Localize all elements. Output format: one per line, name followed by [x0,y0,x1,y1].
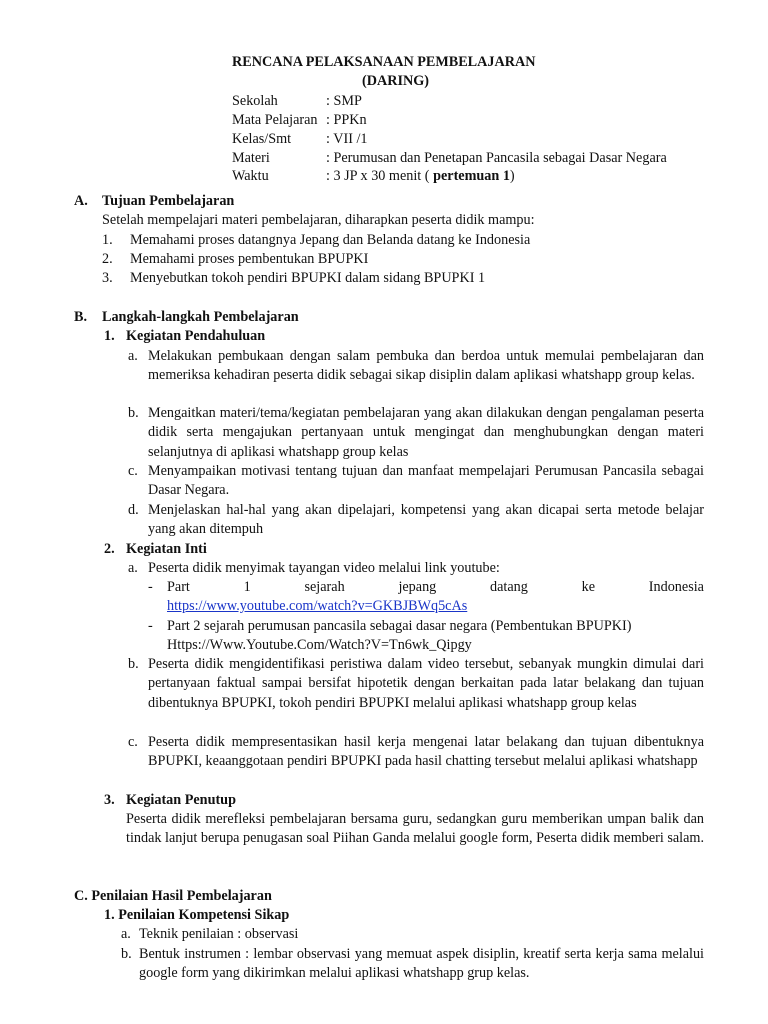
list-letter: d. [128,502,139,518]
list-letter: c. [128,463,138,479]
list-number: 2. [102,251,113,267]
list-letter: a. [121,926,131,942]
header-row-materi [232,149,667,168]
document-title: RENCANA PELAKSANAAN PEMBELAJARAN [232,54,536,70]
header-value: : Perumusan dan Penetapan Pancasila sebagai Dasar Negara [326,150,667,166]
header-value: : VII /1 [326,131,368,147]
list-item: Melakukan pembukaan dengan salam pembuka dan berdoa untuk memulai pembelajaran dan memeriksa kehadiran peserta didik sebagai sikap disiplin dalam aplikasi whatshapp group kelas. [148,348,704,384]
header-label: Kelas/Smt [232,131,292,147]
list-letter: b. [128,656,139,672]
list-item: Peserta didik mengidentifikasi peristiwa dalam video tersebut, sebanyak mungkin dimulai dari pertanyaan faktual sampai bersifat hipotetik dengan berkaitan pada latar belakang dan tujuan dibentuknya BPUPKI, tokoh pendiri BPUPKI melalui aplikasi whatshapp group kelas [148,656,704,711]
header-row-mata-pelajaran [232,111,367,130]
list-letter: a. [128,348,138,364]
list-letter: a. [128,560,138,576]
header-value: ) [509,168,515,184]
header-row-kelas [232,130,368,149]
section-c-heading: C. Penilaian Hasil Pembelajaran [74,888,272,904]
section-a-marker: A. [74,193,88,209]
list-letter: b. [128,405,139,421]
subsection-number: 1. [104,328,115,344]
section-b-heading: Langkah-langkah Pembelajaran [102,309,299,325]
document-subtitle: (DARING) [362,73,429,89]
header-label: Materi [232,150,270,166]
subsection-heading: Kegiatan Inti [126,541,207,557]
word: ke [581,579,596,595]
list-number: 1. [102,232,113,248]
section-a-heading: Tujuan Pembelajaran [102,193,235,209]
header-label: Waktu [232,168,269,184]
spread-line [167,578,704,597]
header-label: Mata Pelajaran [232,112,318,128]
list-item: Menjelaskan hal-hal yang akan dipelajari, kompetensi yang akan dicapai serta metode belajar yang akan ditempuh [148,502,704,538]
list-letter: c. [128,734,138,750]
subsection-heading: Kegiatan Pendahuluan [126,328,266,344]
list-item: Menyampaikan motivasi tentang tujuan dan manfaat mempelajari Perumusan Pancasila sebagai Dasar Negara. [148,463,704,499]
subsection-number: 2. [104,541,115,557]
list-item: Peserta didik mempresentasikan hasil kerja mengenai latar belakang dan tujuan dibentuknya BPUPKI, keaanggotaan pendiri BPUPKI pada hasil chatting tersebut melalui aplikasi whatshapp [148,734,704,770]
word: Indonesia [648,579,704,595]
word: sejarah [304,579,345,595]
word: Part [167,579,190,595]
header-value: : PPKn [326,112,367,128]
list-item: Memahami proses datangnya Jepang dan Belanda datang ke Indonesia [130,232,531,248]
section-a-intro: Setelah mempelajari materi pembelajaran, diharapkan peserta didik mampu: [102,212,535,228]
list-item: Part 2 sejarah perumusan pancasila sebagai dasar negara (Pembentukan BPUPKI) [167,618,632,634]
word: datang [490,579,528,595]
list-item: Memahami proses pembentukan BPUPKI [130,251,369,267]
list-letter: b. [121,946,132,962]
dash-bullet: - [148,618,153,634]
list-item: Bentuk instrumen : lembar observasi yang memuat aspek disiplin, kreatif serta kerja sama melalui google form yang dikirimkan melalui aplikasi whatshapp grup kelas. [139,946,704,982]
youtube-link-2[interactable]: Https://Www.Youtube.Com/Watch?V=Tn6wk_Qipgy [167,637,472,653]
header-row-waktu [232,167,515,186]
list-item: Peserta didik menyimak tayangan video melalui link youtube: [148,560,500,576]
header-value: : 3 JP x 30 menit ( [326,168,434,184]
subsection-number: 3. [104,792,115,808]
header-label: Sekolah [232,93,278,109]
list-item: Mengaitkan materi/tema/kegiatan pembelajaran yang akan dilakukan dengan pengalaman peserta didik serta mengajukan pertanyaan untuk mengingat dan menghubungkan dengan materi selanjutnya di aplikasi whatshapp group kelas [148,405,704,460]
list-number: 3. [102,270,113,286]
header-row-sekolah [232,92,362,111]
youtube-link-1[interactable]: https://www.youtube.com/watch?v=GKBJBWq5cAs [167,598,468,614]
subsection-heading: 1. Penilaian Kompetensi Sikap [104,907,290,923]
header-value-bold: pertemuan 1 [433,168,510,184]
dash-bullet: - [148,579,153,595]
list-item: Menyebutkan tokoh pendiri BPUPKI dalam sidang BPUPKI 1 [130,270,486,286]
word: jepang [398,579,437,595]
subsection-heading: Kegiatan Penutup [126,792,236,808]
header-value: : SMP [326,93,362,109]
paragraph: Peserta didik merefleksi pembelajaran bersama guru, sedangkan guru memberikan umpan balik dan tindak lanjut berupa penugasan soal Piihan Ganda melalui google form, Peserta didik memberi salam. [126,811,704,847]
word: 1 [243,579,251,595]
list-item: Teknik penilaian : observasi [139,926,299,942]
section-b-marker: B. [74,309,88,325]
